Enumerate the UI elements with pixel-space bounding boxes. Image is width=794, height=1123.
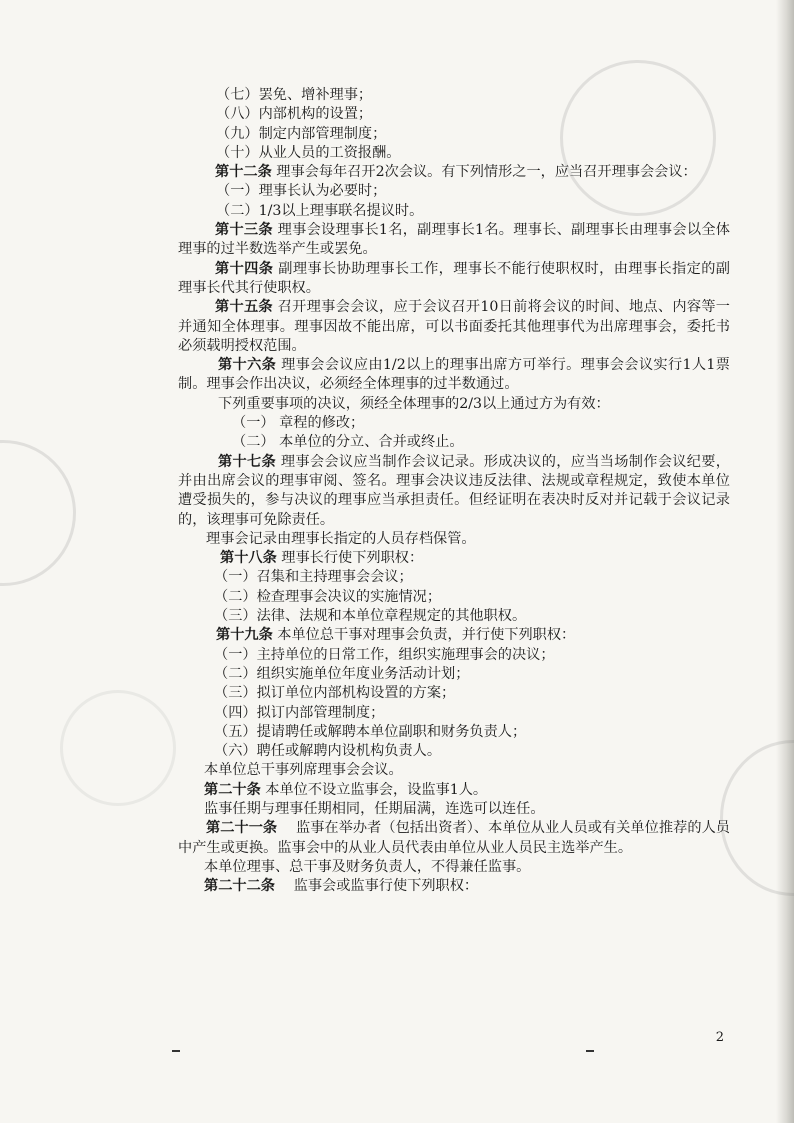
faded-seal (60, 690, 176, 806)
list-item: （五）提请聘任或解聘本单位副职和财务负责人； (214, 723, 527, 740)
scan-mark (172, 1050, 180, 1052)
article-12: 第十二条 理事会每年召开2次会议。有下列情形之一，应当召开理事会会议： (215, 164, 697, 181)
article-15: 第十五条 召开理事会会议，应于会议召开10日前将会议的时间、地点、内容等一并通知全体理事。理事因故不能出席，可以书面委托其他理事代为出席理事会，委托书必须载明授权范围。 (178, 299, 730, 354)
article-17: 第十七条 理事会会议应当制作会议记录。形成决议的，应当当场制作会议纪要，并由出席会议的理事审阅、签名。理事会决议违反法律、法规或章程规定，致使本单位遭受损失的，参与决议的理事应当承担责任。但经证明在表决时反对并记载于会议记录的，该理事可免除责任。 (178, 453, 730, 528)
list-item: （十）从业人员的工资报酬。 (216, 144, 401, 161)
list-item: （三）法律、法规和本单位章程规定的其他职权。 (214, 608, 527, 625)
list-item: （一）理事长认为必要时； (216, 183, 387, 200)
article-19: 第十九条 本单位总干事对理事会负责，并行使下列职权： (216, 627, 576, 644)
list-item: （二）检查理事会决议的实施情况； (214, 588, 442, 605)
list-item: （一）主持单位的日常工作，组织实施理事会的决议； (214, 646, 555, 663)
paragraph: 理事会记录由理事长指定的人员存档保管。 (206, 530, 476, 547)
article-14: 第十四条 副理事长协助理事长工作，理事长不能行使职权时，由理事长指定的副理事长代其行使职权。 (178, 260, 730, 296)
document-body (178, 86, 730, 896)
article-16: 第十六条 理事会会议应由1/2以上的理事出席方可举行。理事会会议实行1人1票制。理事会作出决议，必须经全体理事的过半数通过。 (178, 357, 730, 393)
faded-seal (720, 740, 794, 896)
list-item: （六）聘任或解聘内设机构负责人。 (214, 743, 442, 760)
article-21: 第二十一条 监事在举办者（包括出资者）、本单位从业人员或有关单位推荐的人员中产生或更换。监事会中的从业人员代表由单位从业人员民主选举产生。 (178, 820, 730, 856)
page-number: 2 (715, 1030, 724, 1045)
article-18: 第十八条 理事长行使下列职权： (220, 550, 424, 567)
list-item: （四）拟订内部管理制度； (214, 704, 385, 721)
scan-mark (586, 1050, 594, 1052)
paragraph: 本单位总干事列席理事会会议。 (204, 762, 403, 779)
list-item: （二）1/3以上理事联名提议时。 (216, 202, 424, 219)
article-22: 第二十二条 监事会或监事行使下列职权： (204, 878, 479, 895)
article-13: 第十三条 理事会设理事长1名，副理事长1名。理事长、副理事长由理事会以全体理事的过半数选举产生或罢免。 (178, 222, 730, 258)
article-20: 第二十条 本单位不设立监事会，设监事1人。 (204, 781, 488, 798)
list-item: （九）制定内部管理制度； (216, 125, 387, 142)
list-item: （二） 本单位的分立、合并或终止。 (232, 434, 464, 451)
list-item: （二）组织实施单位年度业务活动计划； (214, 665, 470, 682)
paragraph: 本单位理事、总干事及财务负责人，不得兼任监事。 (204, 858, 531, 875)
list-item: （七）罢免、增补理事； (216, 87, 373, 103)
faded-seal (0, 440, 76, 586)
paragraph: 监事任期与理事任期相同，任期届满，连选可以连任。 (204, 800, 545, 817)
page-edge-shadow (776, 0, 794, 1123)
list-item: （八）内部机构的设置； (216, 106, 373, 123)
list-item: （三）拟订单位内部机构设置的方案； (214, 685, 456, 702)
paragraph: 下列重要事项的决议，须经全体理事的2/3以上通过方为有效： (218, 395, 610, 412)
list-item: （一）召集和主持理事会会议； (214, 569, 413, 586)
list-item: （一） 章程的修改； (232, 415, 365, 432)
